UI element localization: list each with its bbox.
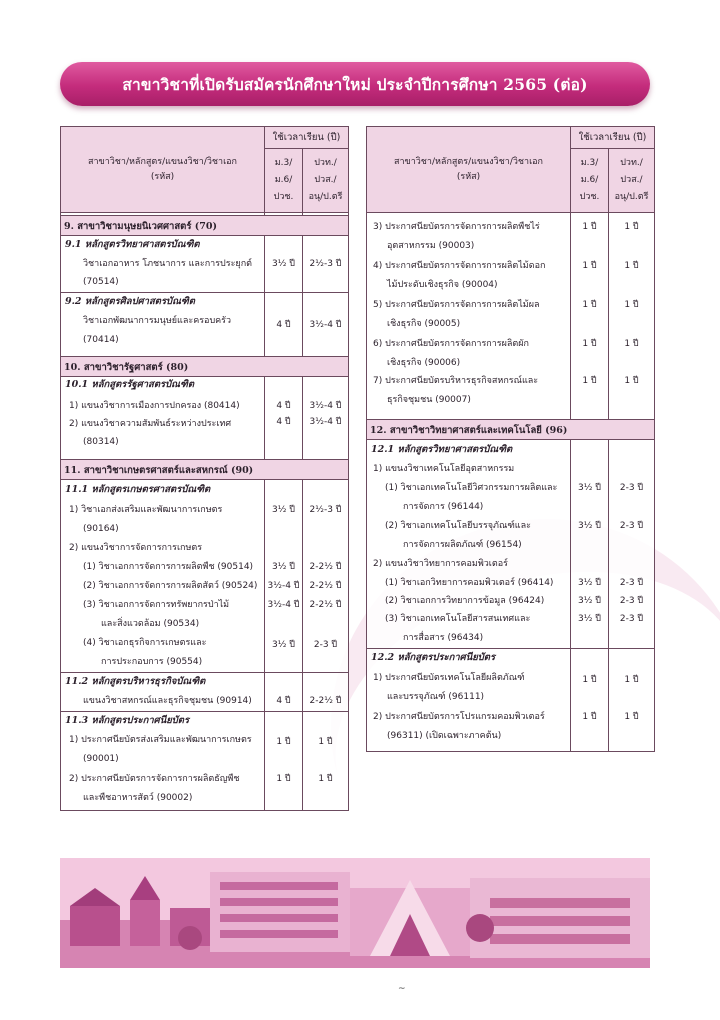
program-heading: 12.2 หลักสูตรประกาศนียบัตร <box>371 652 496 663</box>
duration-b: 3½-4 ปี <box>309 401 342 411</box>
duration-a: 1 ปี <box>582 300 597 310</box>
program-item: (2) วิชาเอกการจัดการการผลิตสัตว์ (90524) <box>83 581 258 591</box>
program-heading: 12.1 หลักสูตรวิทยาศาสตรบัณฑิต <box>371 444 513 455</box>
program-item: 7) ประกาศนียบัตรบริหารธุรกิจสหกรณ์และ <box>373 376 539 386</box>
program-heading: 9.1 หลักสูตรวิทยาศาสตรบัณฑิต <box>65 239 200 250</box>
header-time-label: ใช้เวลาเรียน (ปี) <box>265 127 348 149</box>
duration-a: 4 ปี <box>276 320 291 330</box>
program-code: ธุรกิจชุมชน (90007) <box>387 395 471 405</box>
page-banner <box>60 62 650 106</box>
header-program-col <box>367 127 571 212</box>
duration-b: 1 ปี <box>318 737 333 747</box>
program-item: 5) ประกาศนียบัตรการจัดการการผลิตไม้ผล <box>373 300 540 310</box>
program-item: 4) ประกาศนียบัตรการจัดการการผลิตไม้ดอก <box>373 261 546 271</box>
header-col-a-line: ม.6/ <box>580 175 599 185</box>
program-item: แขนงวิชาสหกรณ์และธุรกิจชุมชน (90914) <box>83 696 252 706</box>
program-item: วิชาเอกอาหาร โภชนาการ และการประยุกต์ <box>83 259 253 269</box>
program-item: 2) แขนงวิชาการจัดการการเกษตร <box>69 543 203 553</box>
program-item: (1) วิชาเอกการจัดการการผลิตพืช (90514) <box>83 562 254 572</box>
duration-b: 2-2½ ปี <box>309 600 342 610</box>
duration-a: 3½ ปี <box>577 521 602 531</box>
program-item: (1) วิชาเอกวิทยาการคอมพิวเตอร์ (96414) <box>385 578 554 588</box>
header-code-label: (รหัส) <box>150 171 175 182</box>
section-heading <box>61 459 348 480</box>
program-heading: 10.1 หลักสูตรรัฐศาสตรบัณฑิต <box>65 379 195 390</box>
program-code: การสื่อสาร (96434) <box>403 633 484 643</box>
row-divider <box>61 711 348 712</box>
duration-b: 2-3 ปี <box>619 578 644 588</box>
program-code: (70514) <box>83 277 119 287</box>
program-code: การจัดการ (96144) <box>403 502 484 512</box>
row-divider <box>61 672 348 673</box>
program-item: 6) ประกาศนียบัตรการจัดการการผลิตผัก <box>373 339 529 349</box>
header-col-a-line: ม.3/ <box>580 158 599 168</box>
duration-a: 3½ ปี <box>577 614 602 624</box>
program-item: (2) วิชาเอกการวิทยาการข้อมูล (96424) <box>385 596 545 606</box>
duration-a: 4 ปี <box>276 401 291 411</box>
section-heading <box>61 215 348 236</box>
program-heading: 11.1 หลักสูตรเกษตรศาสตรบัณฑิต <box>65 484 211 495</box>
duration-b: 2-3 ปี <box>619 614 644 624</box>
campus-buildings-illustration <box>60 858 650 968</box>
program-code: เชิงธุรกิจ (90006) <box>387 358 461 368</box>
duration-b: 3½-4 ปี <box>309 320 342 330</box>
duration-a: 1 ปี <box>276 737 291 747</box>
header-col-b-line: ปวท./ <box>620 158 643 168</box>
duration-b: 3½-4 ปี <box>309 417 342 427</box>
header-col-a-line: ม.3/ <box>274 158 293 168</box>
duration-a: 3½ ปี <box>577 483 602 493</box>
program-item: 2) ประกาศนียบัตรการจัดการการผลิตธัญพืช <box>69 774 240 784</box>
header-col-a <box>571 149 609 212</box>
duration-a: 3½ ปี <box>577 578 602 588</box>
program-code: (80314) <box>83 437 119 447</box>
duration-b: 2-2½ ปี <box>309 581 342 591</box>
duration-a: 3½-4 ปี <box>267 581 300 591</box>
duration-b: 1 ปี <box>624 261 639 271</box>
program-item: 2) ประกาศนียบัตรการโปรแกรมคอมพิวเตอร์ <box>373 712 545 722</box>
header-col-b <box>303 149 348 212</box>
header-col-b-line: อนุ/ป.ตรี <box>308 192 343 202</box>
header-col-a <box>265 149 303 212</box>
duration-a: 3½-4 ปี <box>267 600 300 610</box>
duration-a: 1 ปี <box>582 339 597 349</box>
duration-b: 1 ปี <box>624 339 639 349</box>
program-code: (96311) (เปิดเฉพาะภาคต้น) <box>387 731 502 741</box>
duration-a: 1 ปี <box>582 712 597 722</box>
program-code: และบรรจุภัณฑ์ (96111) <box>387 692 485 702</box>
duration-a: 1 ปี <box>276 774 291 784</box>
header-col-a-line: ม.6/ <box>274 175 293 185</box>
duration-a: 3½ ปี <box>271 640 296 650</box>
program-item: 3) ประกาศนียบัตรการจัดการการผลิตพืชไร่ <box>373 222 540 232</box>
duration-b: 2-3 ปี <box>619 521 644 531</box>
header-col-b-line: ปวท./ <box>314 158 337 168</box>
program-item: 2) แขนงวิชาวิทยาการคอมพิวเตอร์ <box>373 559 508 569</box>
program-item: 1) ประกาศนียบัตรเทคโนโลยีผลิตภัณฑ์ <box>373 673 525 683</box>
duration-a: 1 ปี <box>582 675 597 685</box>
program-item: 2) แขนงวิชาความสัมพันธ์ระหว่างประเทศ <box>69 419 232 429</box>
header-col-a-line: ปวช. <box>273 192 294 202</box>
header-col-b-line: ปวส./ <box>314 175 337 185</box>
header-code-label: (รหัส) <box>456 171 481 182</box>
header-program-label: สาขาวิชา/หลักสูตร/แขนงวิชา/วิชาเอก <box>88 156 237 167</box>
banner-title: สาขาวิชาที่เปิดรับสมัครนักศึกษาใหม่ ประจำปีการศึกษา 2565 (ต่อ) <box>122 74 588 94</box>
duration-a: 3½ ปี <box>577 596 602 606</box>
header-time-label: ใช้เวลาเรียน (ปี) <box>571 127 654 149</box>
right-program-table <box>366 126 655 752</box>
duration-b: 2½-3 ปี <box>309 259 342 269</box>
page-mark: ~ <box>398 984 406 994</box>
program-item: (4) วิชาเอกธุรกิจการเกษตรและ <box>83 638 207 648</box>
header-col-b-line: ปวส./ <box>620 175 643 185</box>
duration-b: 1 ปี <box>318 774 333 784</box>
program-item: 1) วิชาเอกส่งเสริมและพัฒนาการเกษตร <box>69 505 223 515</box>
header-col-a-line: ปวช. <box>579 192 600 202</box>
section-title: 11. สาขาวิชาเกษตรศาสตร์และสหกรณ์ (90) <box>64 465 254 476</box>
duration-b: 1 ปี <box>624 300 639 310</box>
program-heading: 11.2 หลักสูตรบริหารธุรกิจบัณฑิต <box>65 676 206 687</box>
program-item: 1) แขนงวิชาการเมืองการปกครอง (80414) <box>69 401 240 411</box>
duration-a: 4 ปี <box>276 696 291 706</box>
table-header <box>61 127 348 213</box>
header-program-label: สาขาวิชา/หลักสูตร/แขนงวิชา/วิชาเอก <box>394 156 543 167</box>
program-code: อุตสาหกรรม (90003) <box>387 241 475 251</box>
duration-b: 1 ปี <box>624 675 639 685</box>
program-code: (90001) <box>83 754 119 764</box>
program-item: 1) แขนงวิชาเทคโนโลยีอุตสาหกรรม <box>373 464 515 474</box>
left-program-table <box>60 126 349 811</box>
section-heading <box>367 419 654 440</box>
campus-photo-strip <box>60 858 650 968</box>
program-code: และสิ่งแวดล้อม (90534) <box>101 619 200 629</box>
duration-a: 3½ ปี <box>271 259 296 269</box>
program-item: (3) วิชาเอกเทคโนโลยีสารสนเทศและ <box>385 614 531 624</box>
section-title: 9. สาขาวิชามนุษยนิเวศศาสตร์ (70) <box>64 221 217 232</box>
program-item: (3) วิชาเอกการจัดการทรัพยากรป่าไม้ <box>83 600 230 610</box>
duration-b: 2-2½ ปี <box>309 696 342 706</box>
duration-b: 2-3 ปี <box>313 640 338 650</box>
header-program-col <box>61 127 265 212</box>
program-item: (2) วิชาเอกเทคโนโลยีบรรจุภัณฑ์และ <box>385 521 531 531</box>
program-item: 1) ประกาศนียบัตรส่งเสริมและพัฒนาการเกษตร <box>69 735 252 745</box>
duration-b: 1 ปี <box>624 376 639 386</box>
program-code: การจัดการผลิตภัณฑ์ (96154) <box>403 540 522 550</box>
row-divider <box>367 648 654 649</box>
duration-a: 1 ปี <box>582 261 597 271</box>
duration-b: 1 ปี <box>624 712 639 722</box>
program-code: ไม้ประดับเชิงธุรกิจ (90004) <box>387 280 498 290</box>
duration-b: 2-2½ ปี <box>309 562 342 572</box>
program-heading: 9.2 หลักสูตรศิลปศาสตรบัณฑิต <box>65 296 195 307</box>
duration-a: 3½ ปี <box>271 505 296 515</box>
duration-a: 1 ปี <box>582 222 597 232</box>
table-header <box>367 127 654 213</box>
section-heading <box>61 356 348 377</box>
duration-b: 2½-3 ปี <box>309 505 342 515</box>
duration-a: 1 ปี <box>582 376 597 386</box>
header-col-b-line: อนุ/ป.ตรี <box>614 192 649 202</box>
duration-b: 2-3 ปี <box>619 596 644 606</box>
program-code: การประกอบการ (90554) <box>101 657 203 667</box>
section-title: 12. สาขาวิชาวิทยาศาสตร์และเทคโนโลยี (96) <box>370 425 568 436</box>
duration-a: 3½ ปี <box>271 562 296 572</box>
program-item: (1) วิชาเอกเทคโนโลยีวิศวกรรมการผลิตและ <box>385 483 558 493</box>
row-divider <box>61 292 348 293</box>
program-heading: 11.3 หลักสูตรประกาศนียบัตร <box>65 715 190 726</box>
program-code: และพืชอาหารสัตว์ (90002) <box>83 793 193 803</box>
duration-b: 2-3 ปี <box>619 483 644 493</box>
program-code: (70414) <box>83 335 119 345</box>
duration-a: 4 ปี <box>276 417 291 427</box>
header-col-b <box>609 149 654 212</box>
duration-b: 1 ปี <box>624 222 639 232</box>
program-code: เชิงธุรกิจ (90005) <box>387 319 461 329</box>
program-code: (90164) <box>83 524 119 534</box>
section-title: 10. สาขาวิชารัฐศาสตร์ (80) <box>64 362 189 373</box>
program-item: วิชาเอกพัฒนาการมนุษย์และครอบครัว <box>83 316 232 326</box>
